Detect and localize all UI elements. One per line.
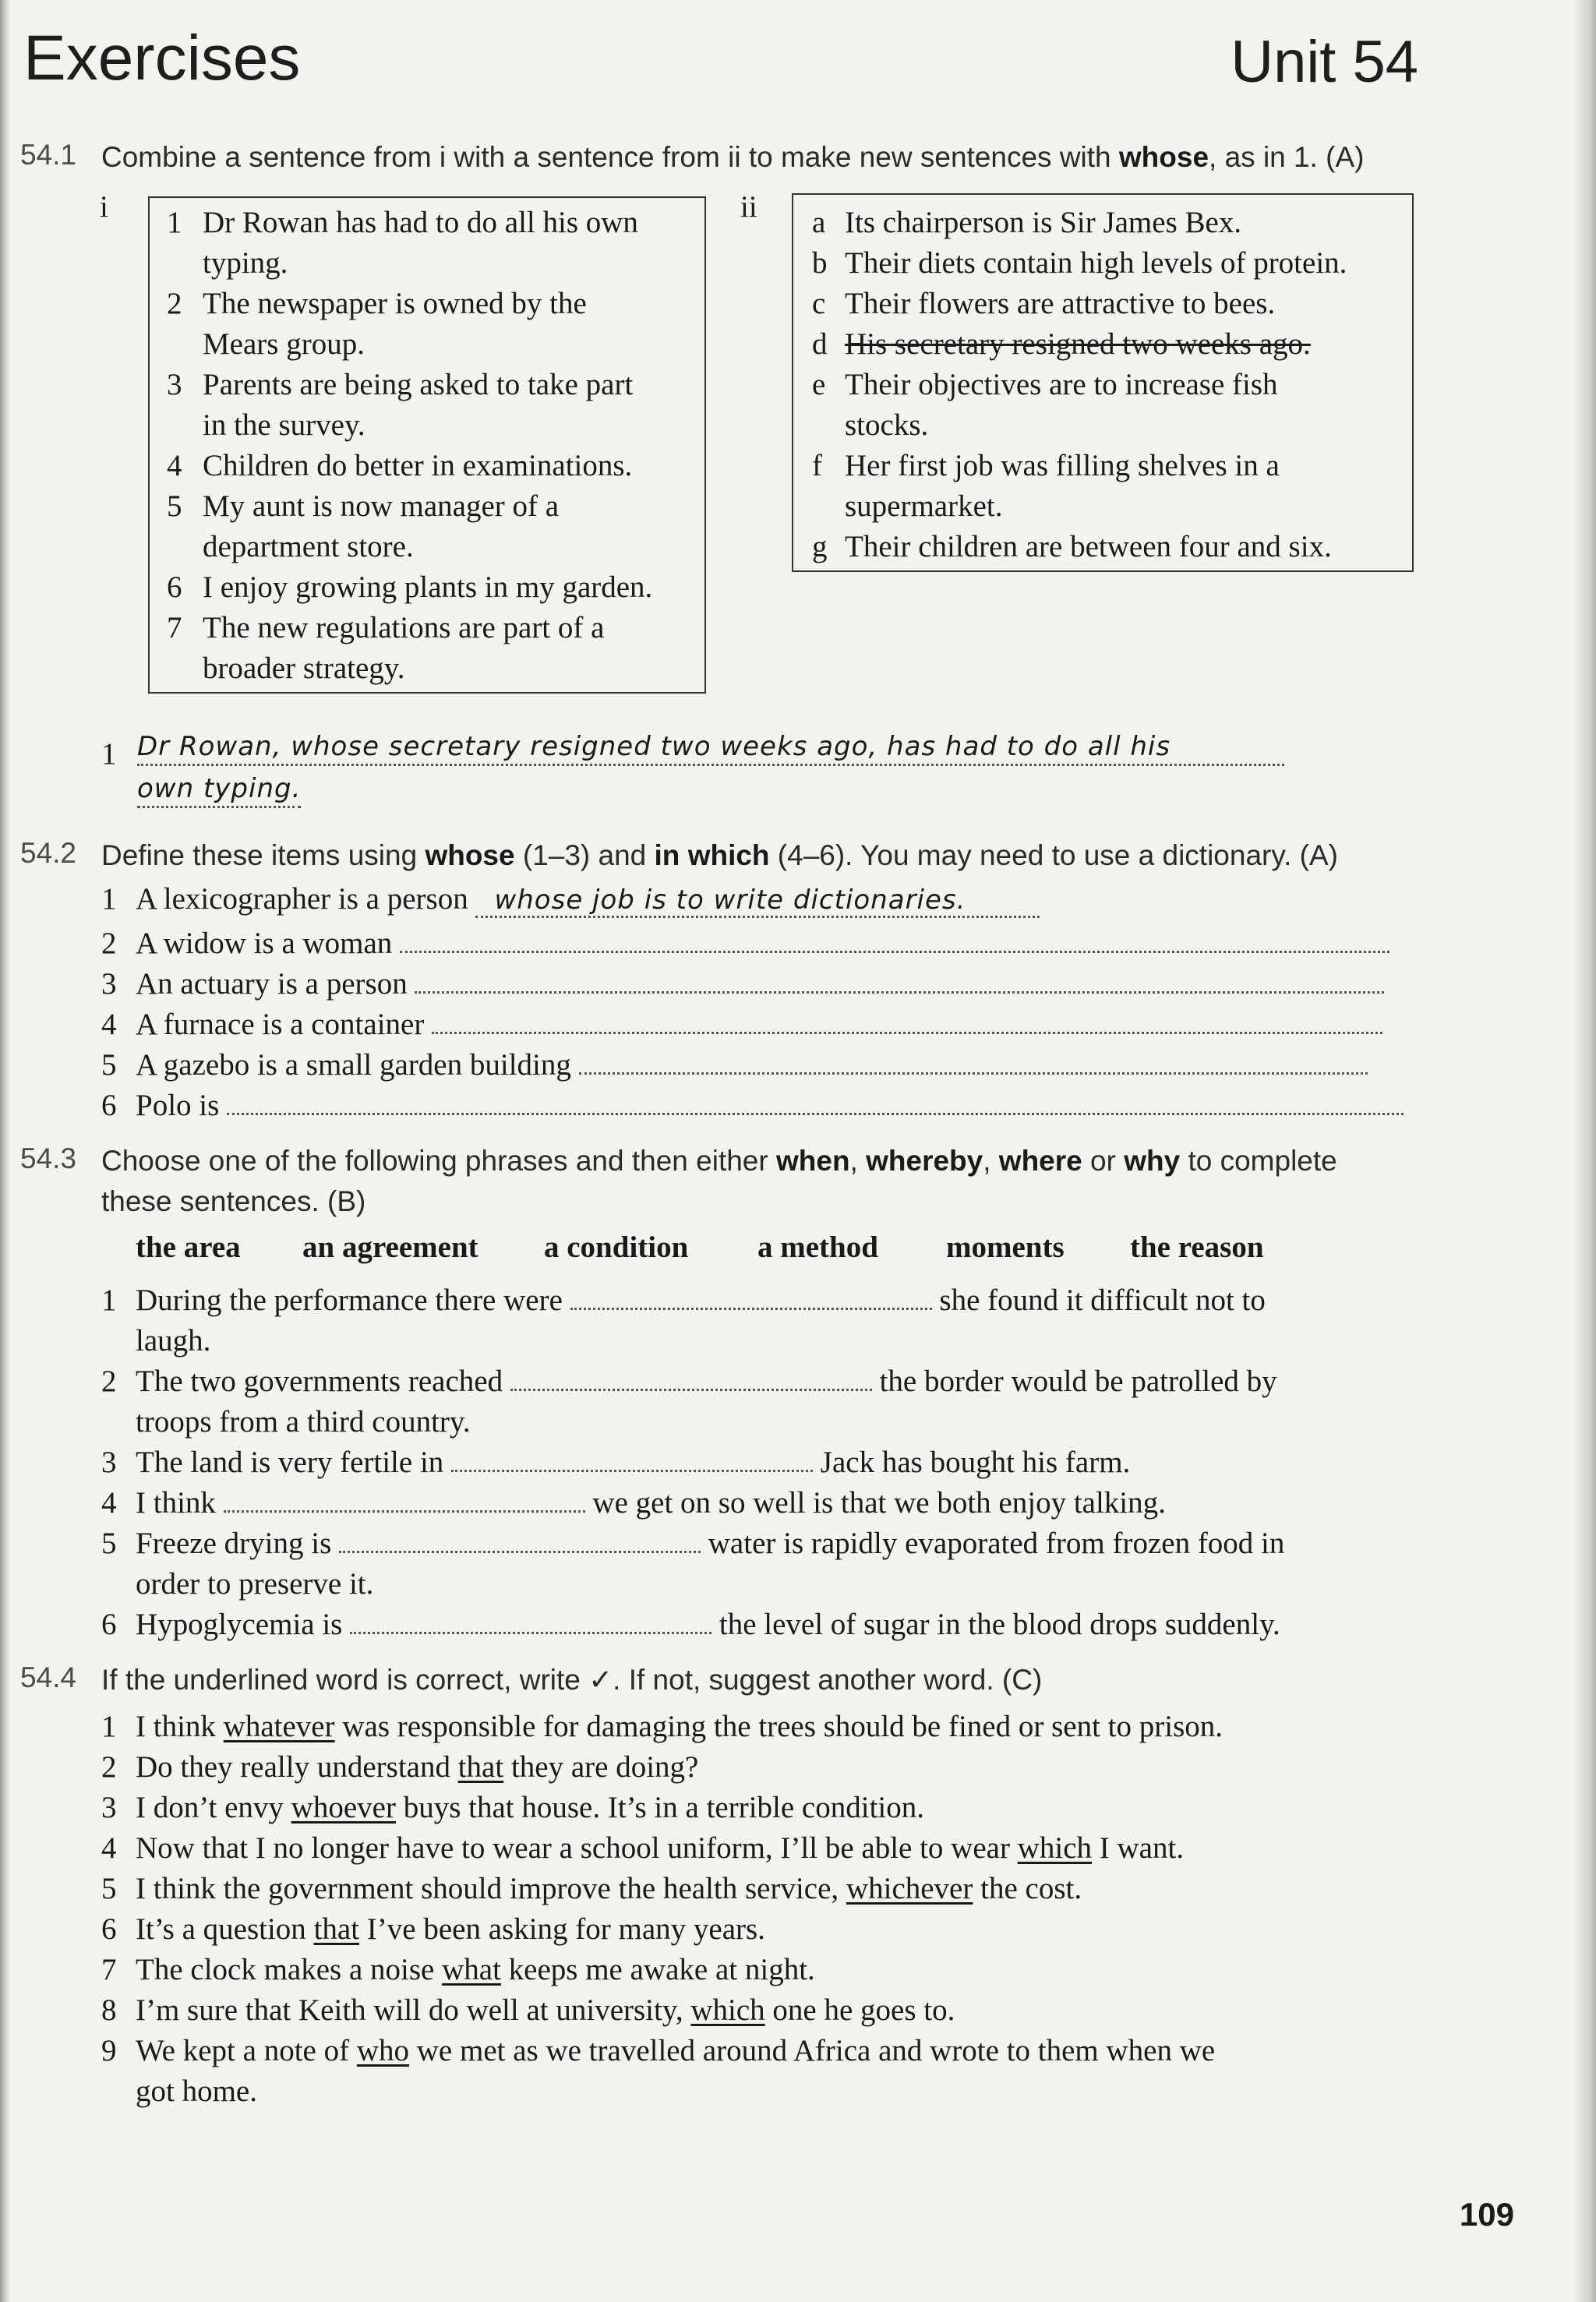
exercise-number-54-2: 54.2: [20, 837, 77, 869]
answer-field[interactable]: [415, 960, 1384, 994]
exercise-number-54-3: 54.3: [20, 1142, 77, 1174]
definition-item: 3 An actuary is a person: [101, 960, 1384, 1004]
completion-item: 6 Hypoglycemia is the level of sugar in the blood drops suddenly.: [101, 1601, 1280, 1645]
book-spine-shadow: [0, 0, 11, 2302]
page-title: Exercises: [23, 23, 301, 94]
exercise-instruction-54-4: If the underlined word is correct, write ✓. If not, suggest another word. (C): [101, 1664, 1043, 1696]
answer-field[interactable]: [451, 1439, 813, 1472]
definition-item: 5 A gazebo is a small garden building: [101, 1041, 1368, 1086]
correction-item: 8 I’m sure that Keith will do well at university, which one he goes to.: [101, 1993, 955, 2027]
correction-item: 6 It’s a question that I’ve been asking for many years.: [101, 1912, 765, 1946]
correction-item: 5 I think the government should improve the health service, whichever the cost.: [101, 1872, 1082, 1905]
answer-field[interactable]: [227, 1082, 1404, 1115]
correction-item: 1 I think whatever was responsible for damaging the trees should be fined or sent to prison.: [101, 1710, 1223, 1743]
phrase-option: an agreement: [302, 1230, 478, 1264]
completion-item: 1 During the performance there were she found it difficult not to laugh.: [101, 1276, 1266, 1361]
example-answer-line1: Dr Rowan, whose secretary resigned two weeks ago, has had to do all his: [137, 729, 1284, 766]
underlined-word: which: [690, 1993, 765, 2027]
answer-field[interactable]: whose job is to write dictionaries.: [475, 884, 1040, 918]
answer-field[interactable]: [432, 1001, 1382, 1034]
column-label-ii: ii: [740, 190, 757, 224]
unit-label: Unit 54: [1231, 29, 1418, 95]
definition-item: 6 Polo is: [101, 1082, 1404, 1126]
completion-item: 3 The land is very fertile in Jack has bought his farm.: [101, 1439, 1130, 1483]
phrase-option: a method: [757, 1230, 878, 1264]
exercise-number-54-1: 54.1: [20, 139, 77, 171]
underlined-word: whichever: [846, 1872, 973, 1905]
answer-field[interactable]: [224, 1479, 585, 1513]
definition-item: 2 A widow is a woman: [101, 920, 1389, 964]
exercise-number-54-4: 54.4: [20, 1661, 77, 1693]
underlined-word: what: [442, 1953, 501, 1986]
underlined-word: whoever: [291, 1791, 396, 1824]
answer-field[interactable]: [570, 1276, 932, 1310]
exercise-instruction-54-3: Choose one of the following phrases and then either when, whereby, where or why to complete these sentences. (B): [101, 1145, 1337, 1217]
sentence-box-i: 1 Dr Rowan has had to do all his own typing. 2 The newspaper is owned by the Mears group. 3 Parents are being asked to take part in the survey. 4 Children do better in examinations. 5 My aunt is now manager of a department store. 6 I enjoy growing plants in my garden. 7 The new regulations are part of a broader strategy.: [148, 196, 706, 694]
answer-field[interactable]: [339, 1520, 701, 1553]
definition-item: 1 A lexicographer is a person whose job is to write dictionaries.: [101, 879, 1040, 920]
exercise-instruction-54-1: Combine a sentence from i with a sentence from ii to make new sentences with whose, as in 1. (A): [101, 141, 1365, 173]
correction-item: 2 Do they really understand that they are doing?: [101, 1750, 699, 1784]
phrase-option: the reason: [1130, 1230, 1264, 1264]
completion-item: 5 Freeze drying is water is rapidly evaporated from frozen food in order to preserve it.: [101, 1520, 1284, 1605]
answer-field[interactable]: [579, 1041, 1368, 1075]
underlined-word: who: [356, 2034, 410, 2067]
correction-item: 3 I don’t envy whoever buys that house. It’s in a terrible condition.: [101, 1791, 924, 1824]
answer-field[interactable]: [400, 920, 1389, 953]
underlined-word: that: [457, 1750, 504, 1784]
definition-item: 4 A furnace is a container: [101, 1001, 1382, 1045]
phrase-option: moments: [946, 1230, 1065, 1264]
underlined-word: which: [1017, 1831, 1093, 1865]
correction-item: 4 Now that I no longer have to wear a school uniform, I’ll be able to wear which I want.: [101, 1831, 1185, 1865]
correction-item: 7 The clock makes a noise what keeps me awake at night.: [101, 1953, 815, 1986]
column-label-i: i: [100, 190, 108, 224]
example-answer-line2: own typing.: [137, 771, 301, 808]
example-number: 1: [101, 737, 117, 771]
phrase-option: a condition: [544, 1230, 689, 1264]
answer-field[interactable]: [510, 1358, 872, 1391]
page-number: 109: [1459, 2196, 1514, 2233]
sentence-box-ii: a Its chairperson is Sir James Bex. b Their diets contain high levels of protein. c Their flowers are attractive to bees. d His secretary resigned two weeks ago. e Their objectives are to increase fish stocks. f Her first job was filling shelves in a supermarket. g Their children are between four and six.: [792, 193, 1414, 572]
phrase-option: the area: [136, 1230, 241, 1264]
page-edge-shadow: [1574, 0, 1596, 2302]
correction-item: 9 We kept a note of who we met as we travelled around Africa and wrote to them when we got home.: [101, 2034, 1216, 2108]
underlined-word: whatever: [223, 1710, 335, 1743]
completion-item: 4 I think we get on so well is that we both enjoy talking.: [101, 1479, 1166, 1523]
answer-field[interactable]: [350, 1601, 711, 1634]
underlined-word: that: [313, 1912, 360, 1946]
completion-item: 2 The two governments reached the border would be patrolled by troops from a third country.: [101, 1358, 1277, 1442]
exercise-instruction-54-2: Define these items using whose (1–3) and in which (4–6). You may need to use a dictionary. (A): [101, 839, 1338, 871]
